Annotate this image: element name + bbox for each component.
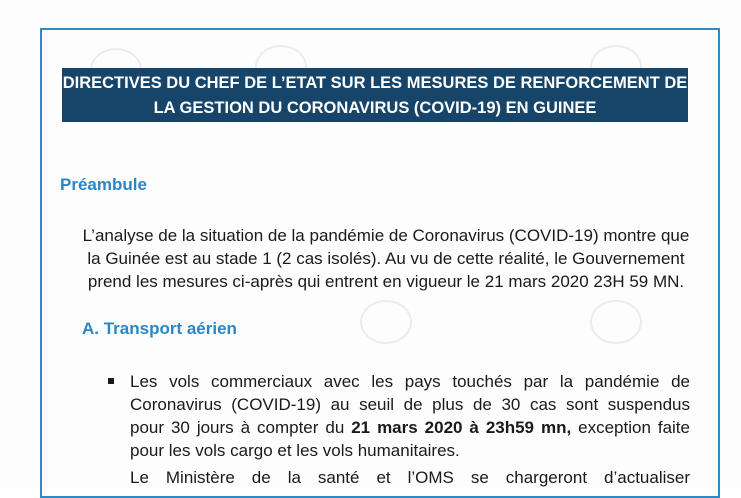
ministere-paragraph: Le Ministère de la santé et l’OMS se chargeront d’actualiser: [130, 468, 690, 487]
bullet-square-icon: [108, 378, 114, 384]
watermark-emblem: [590, 300, 642, 344]
bullet-line: Coronavirus (COVID-19) au seuil de plus de 30 cas sont suspendus: [130, 395, 690, 414]
preambule-line: L’analyse de la situation de la pandémie de Coronavirus (COVID-19) montre que: [82, 226, 690, 245]
title-line-1: DIRECTIVES DU CHEF DE L’ETAT SUR LES MESURES DE RENFORCEMENT DE: [62, 74, 688, 92]
bullet-item-vols-commerciaux: [130, 370, 690, 462]
title-line-2: LA GESTION DU CORONAVIRUS (COVID-19) EN GUINEE: [153, 99, 597, 117]
preambule-line: la Guinée est au stade 1 (2 cas isolés). Au vu de cette réalité, le Gouvernement: [87, 249, 685, 268]
bullet-line: Les vols commerciaux avec les pays touchés par la pandémie de: [130, 372, 690, 391]
transport-aerien-heading: A. Transport aérien: [82, 319, 237, 338]
bullet-date-bold: 21 mars 2020 à 23h59 mn,: [351, 418, 572, 437]
preambule-line: prend les mesures ci-après qui entrent en vigueur le 21 mars 2020 23H 59 MN.: [87, 272, 685, 291]
bullet-text-segment: exception faite: [571, 418, 690, 437]
document-title-banner: [62, 68, 688, 122]
watermark-emblem: [360, 300, 412, 344]
preambule-paragraph: [60, 224, 712, 293]
bullet-line: [130, 416, 690, 439]
bullet-line: pour les vols cargo et les vols humanitaires.: [130, 441, 460, 460]
bullet-text-segment: pour 30 jours à compter du: [130, 418, 352, 437]
preambule-heading: Préambule: [60, 175, 147, 194]
